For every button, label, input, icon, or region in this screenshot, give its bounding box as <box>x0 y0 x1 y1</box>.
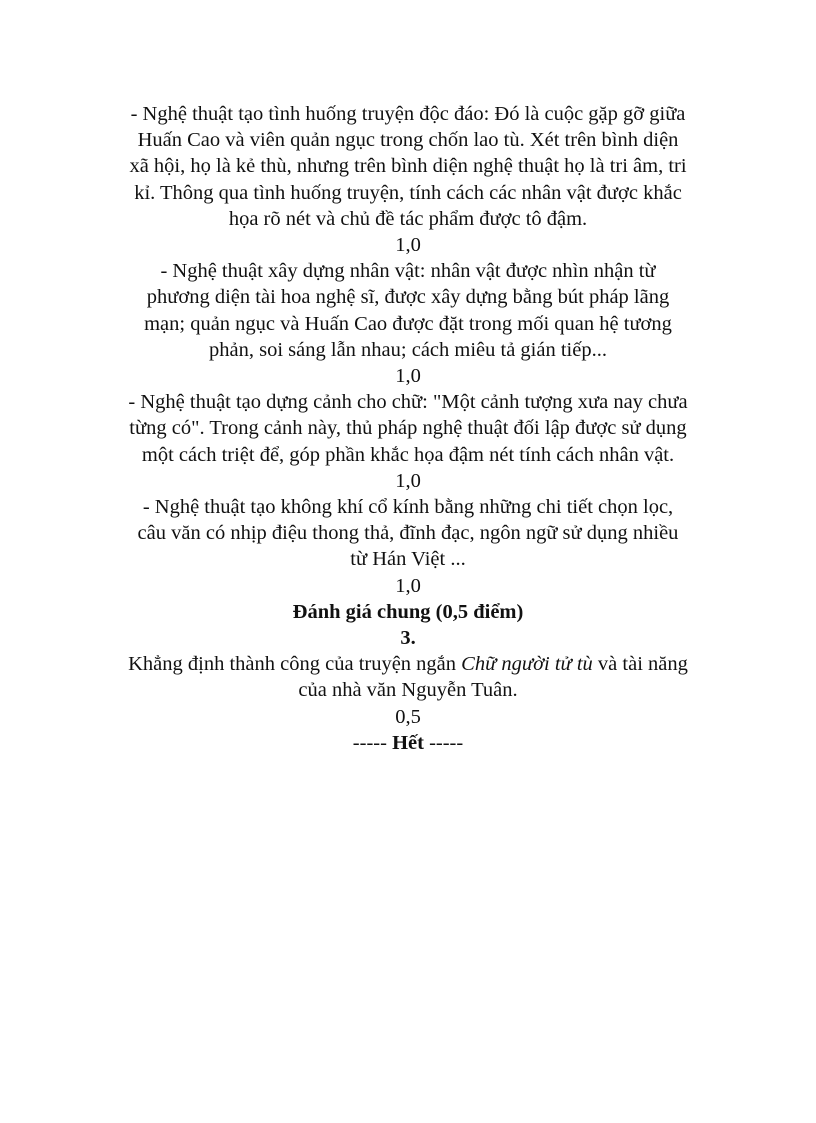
end-marker <box>128 730 688 756</box>
criterion-atmosphere: - Nghệ thuật tạo không khí cổ kính bằng những chi tiết chọn lọc, câu văn có nhịp điệu thong thả, đĩnh đạc, ngôn ngữ sử dụng nhiều từ Hán Việt ... <box>137 496 679 571</box>
score-conclusion: 0,5 <box>395 705 421 728</box>
section-heading: Đánh giá chung (0,5 điểm) <box>292 600 524 623</box>
conclusion-text-before: Khẳng định thành công của truyện ngắn <box>128 653 462 676</box>
work-title: Chữ người tử tù <box>461 653 593 676</box>
end-word: Hết <box>392 731 424 754</box>
criterion-situation: - Nghệ thuật tạo tình huống truyện độc đáo: Đó là cuộc gặp gỡ giữa Huấn Cao và viên quản ngục trong chốn lao tù. Xét trên bình diện xã hội, họ là kẻ thù, nhưng trên bình diện nghệ thuật họ là tri âm, tri kỉ. Thông qua tình huống truyện, tính cách các nhân vật được khắc họa rõ nét và chủ đề tác phẩm được tô đậm. <box>129 103 687 230</box>
end-dashes-left: ----- <box>352 731 393 754</box>
criterion-scene: - Nghệ thuật tạo dựng cảnh cho chữ: "Một cảnh tượng xưa nay chưa từng có". Trong cảnh này, thủ pháp nghệ thuật đối lập được sử dụng một cách triệt để, góp phần khắc họa đậm nét tính cách nhân vật. <box>128 391 688 466</box>
answer-key-content <box>128 101 688 756</box>
score-character: 1,0 <box>395 365 421 388</box>
conclusion-text <box>128 651 688 703</box>
criterion-character: - Nghệ thuật xây dựng nhân vật: nhân vật được nhìn nhận từ phương diện tài hoa nghệ sĩ, được xây dựng bằng bút pháp lãng mạn; quản ngục và Huấn Cao được đặt trong mối quan hệ tương phản, soi sáng lẫn nhau; cách miêu tả gián tiếp... <box>144 260 672 361</box>
score-atmosphere: 1,0 <box>395 574 421 597</box>
score-situation: 1,0 <box>395 234 421 257</box>
section-number: 3. <box>400 627 416 650</box>
end-dashes-right: ----- <box>423 731 464 754</box>
score-scene: 1,0 <box>395 469 421 492</box>
conclusion-text-after: và tài năng của nhà văn Nguyễn Tuân. <box>298 653 688 702</box>
